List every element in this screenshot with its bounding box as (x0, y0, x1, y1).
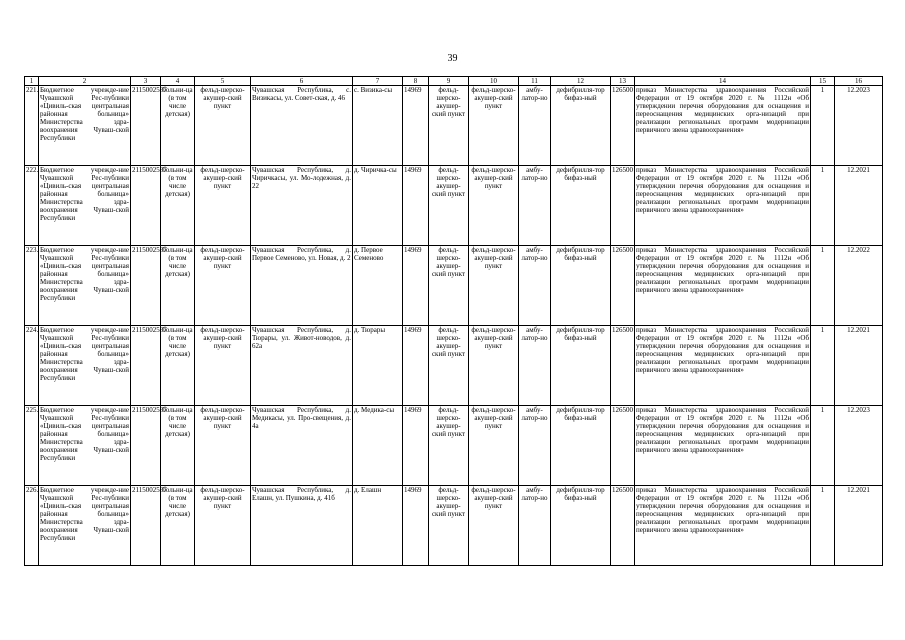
organization-name: Бюджетное учрежде-ние Чувашской Рес-публики «Цивиль-ская центральная районная больница» Министерства здра-воохранения Чуваш-ской Республики (39, 486, 131, 566)
unit-type: фельд-шерско-акушер-ский пункт (429, 166, 469, 246)
equipment-name: дефибрилля-тор бифаз-ный (551, 406, 611, 486)
table-row (25, 486, 883, 566)
column-number: 4 (161, 77, 195, 86)
unit-type: фельд-шерско-акушер-ский пункт (429, 486, 469, 566)
settlement: д. Первое Семеново (353, 246, 403, 326)
facility-type: больни-ца (в том числе детская) (161, 486, 195, 566)
order-reference: приказ Министерства здравоохранения Российской Федерации от 19 октября 2020 г. № 1112н «Об утверждении перечня оборудования для оснащения и переоснащения медицинских орга-низаций при реализации региональных программ модернизации первичного звена здравоохранения» (635, 86, 811, 166)
care-form: амбу-латор-но (519, 86, 551, 166)
settlement: д. Тюрары (353, 326, 403, 406)
column-number: 14 (635, 77, 811, 86)
row-number: 226. (25, 486, 39, 566)
facility-type: больни-ца (в том числе детская) (161, 86, 195, 166)
region-code: 14969 (403, 326, 429, 406)
delivery-date: 12.2022 (835, 246, 883, 326)
row-number: 223. (25, 246, 39, 326)
delivery-date: 12.2023 (835, 406, 883, 486)
column-number: 1 (25, 77, 39, 86)
order-reference: приказ Министерства здравоохранения Российской Федерации от 19 октября 2020 г. № 1112н «Об утверждении перечня оборудования для оснащения и переоснащения медицинских орга-низаций при реализации региональных программ модернизации первичного звена здравоохранения» (635, 246, 811, 326)
region-code: 14969 (403, 406, 429, 486)
equipment-table (24, 76, 883, 566)
facility-type: больни-ца (в том числе детская) (161, 406, 195, 486)
table-row (25, 406, 883, 486)
care-form: амбу-латор-но (519, 406, 551, 486)
price: 126500 (611, 166, 635, 246)
column-number: 3 (131, 77, 161, 86)
equipment-name: дефибрилля-тор бифаз-ный (551, 246, 611, 326)
row-number: 224. (25, 326, 39, 406)
care-form: амбу-латор-но (519, 166, 551, 246)
column-number: 2 (39, 77, 131, 86)
price: 126500 (611, 486, 635, 566)
inn-code: 2115002537 (131, 246, 161, 326)
settlement: с. Визика-сы (353, 86, 403, 166)
inn-code: 2115002537 (131, 86, 161, 166)
equipment-name: дефибрилля-тор бифаз-ный (551, 86, 611, 166)
column-number: 5 (195, 77, 251, 86)
column-number: 10 (469, 77, 519, 86)
address: Чувашская Республика, д. Первое Семеново, ул. Новая, д. 2 (251, 246, 353, 326)
address: Чувашская Республика, д. Тюрары, ул. Живот-новодов, д. 62а (251, 326, 353, 406)
address: Чувашская Республика, д. Чиричкасы, ул. Мо-лодежная, д. 22 (251, 166, 353, 246)
address: Чувашская Республика, д. Медикасы, ул. Про-свещения, д. 4а (251, 406, 353, 486)
column-number: 6 (251, 77, 353, 86)
table-row (25, 166, 883, 246)
unit-name: фельд-шерско-акушер-ский пункт (469, 486, 519, 566)
facility-type: больни-ца (в том числе детская) (161, 326, 195, 406)
column-number: 11 (519, 77, 551, 86)
unit-name: фельд-шерско-акушер-ский пункт (469, 326, 519, 406)
column-number: 9 (429, 77, 469, 86)
column-number: 12 (551, 77, 611, 86)
inn-code: 2115002537 (131, 406, 161, 486)
row-number: 222. (25, 166, 39, 246)
column-number: 7 (353, 77, 403, 86)
quantity: 1 (811, 326, 835, 406)
order-reference: приказ Министерства здравоохранения Российской Федерации от 19 октября 2020 г. № 1112н «Об утверждении перечня оборудования для оснащения и переоснащения медицинских орга-низаций при реализации региональных программ модернизации первичного звена здравоохранения» (635, 326, 811, 406)
row-number: 225. (25, 406, 39, 486)
column-numbers-row (25, 77, 883, 86)
care-form: амбу-латор-но (519, 486, 551, 566)
quantity: 1 (811, 486, 835, 566)
price: 126500 (611, 246, 635, 326)
subdivision: фельд-шерско-акушер-ский пункт (195, 486, 251, 566)
subdivision: фельд-шерско-акушер-ский пункт (195, 326, 251, 406)
delivery-date: 12.2021 (835, 486, 883, 566)
column-number: 16 (835, 77, 883, 86)
order-reference: приказ Министерства здравоохранения Российской Федерации от 19 октября 2020 г. № 1112н «Об утверждении перечня оборудования для оснащения и переоснащения медицинских орга-низаций при реализации региональных программ модернизации первичного звена здравоохранения» (635, 166, 811, 246)
quantity: 1 (811, 406, 835, 486)
organization-name: Бюджетное учрежде-ние Чувашской Рес-публики «Цивиль-ская центральная районная больница» Министерства здра-воохранения Чуваш-ской Республики (39, 406, 131, 486)
organization-name: Бюджетное учрежде-ние Чувашской Рес-публики «Цивиль-ская центральная районная больница» Министерства здра-воохранения Чуваш-ской Республики (39, 326, 131, 406)
subdivision: фельд-шерско-акушер-ский пункт (195, 246, 251, 326)
settlement: д. Чиричка-сы (353, 166, 403, 246)
unit-type: фельд-шерско-акушер-ский пункт (429, 86, 469, 166)
subdivision: фельд-шерско-акушер-ский пункт (195, 166, 251, 246)
care-form: амбу-латор-но (519, 246, 551, 326)
page-number: 39 (447, 53, 458, 64)
unit-name: фельд-шерско-акушер-ский пункт (469, 86, 519, 166)
table-row (25, 86, 883, 166)
column-number: 15 (811, 77, 835, 86)
price: 126500 (611, 406, 635, 486)
facility-type: больни-ца (в том числе детская) (161, 166, 195, 246)
unit-name: фельд-шерско-акушер-ский пункт (469, 166, 519, 246)
equipment-name: дефибрилля-тор бифаз-ный (551, 326, 611, 406)
care-form: амбу-латор-но (519, 326, 551, 406)
inn-code: 2115002537 (131, 486, 161, 566)
price: 126500 (611, 86, 635, 166)
equipment-name: дефибрилля-тор бифаз-ный (551, 486, 611, 566)
organization-name: Бюджетное учрежде-ние Чувашской Рес-публики «Цивиль-ская центральная районная больница» Министерства здра-воохранения Чуваш-ской Республики (39, 86, 131, 166)
quantity: 1 (811, 246, 835, 326)
equipment-name: дефибрилля-тор бифаз-ный (551, 166, 611, 246)
settlement: д. Медика-сы (353, 406, 403, 486)
table-row (25, 246, 883, 326)
address: Чувашская Республика, д. Елашн, ул. Пушкина, д. 41б (251, 486, 353, 566)
region-code: 14969 (403, 246, 429, 326)
price: 126500 (611, 326, 635, 406)
region-code: 14969 (403, 486, 429, 566)
region-code: 14969 (403, 86, 429, 166)
delivery-date: 12.2021 (835, 166, 883, 246)
quantity: 1 (811, 86, 835, 166)
order-reference: приказ Министерства здравоохранения Российской Федерации от 19 октября 2020 г. № 1112н «Об утверждении перечня оборудования для оснащения и переоснащения медицинских орга-низаций при реализации региональных программ модернизации первичного звена здравоохранения» (635, 406, 811, 486)
inn-code: 2115002537 (131, 326, 161, 406)
quantity: 1 (811, 166, 835, 246)
unit-type: фельд-шерско-акушер-ский пункт (429, 406, 469, 486)
order-reference: приказ Министерства здравоохранения Российской Федерации от 19 октября 2020 г. № 1112н «Об утверждении перечня оборудования для оснащения и переоснащения медицинских орга-низаций при реализации региональных программ модернизации первичного звена здравоохранения» (635, 486, 811, 566)
column-number: 8 (403, 77, 429, 86)
unit-type: фельд-шерско-акушер-ский пункт (429, 246, 469, 326)
table-row (25, 326, 883, 406)
unit-name: фельд-шерско-акушер-ский пункт (469, 406, 519, 486)
region-code: 14969 (403, 166, 429, 246)
address: Чувашская Республика, с. Визикасы, ул. Совет-ская, д. 46 (251, 86, 353, 166)
delivery-date: 12.2023 (835, 86, 883, 166)
subdivision: фельд-шерско-акушер-ский пункт (195, 86, 251, 166)
organization-name: Бюджетное учрежде-ние Чувашской Рес-публики «Цивиль-ская центральная районная больница» Министерства здра-воохранения Чуваш-ской Республики (39, 166, 131, 246)
facility-type: больни-ца (в том числе детская) (161, 246, 195, 326)
subdivision: фельд-шерско-акушер-ский пункт (195, 406, 251, 486)
column-number: 13 (611, 77, 635, 86)
unit-name: фельд-шерско-акушер-ский пункт (469, 246, 519, 326)
row-number: 221. (25, 86, 39, 166)
delivery-date: 12.2021 (835, 326, 883, 406)
inn-code: 2115002537 (131, 166, 161, 246)
organization-name: Бюджетное учрежде-ние Чувашской Рес-публики «Цивиль-ская центральная районная больница» Министерства здра-воохранения Чуваш-ской Республики (39, 246, 131, 326)
settlement: д. Елашн (353, 486, 403, 566)
unit-type: фельд-шерско-акушер-ский пункт (429, 326, 469, 406)
